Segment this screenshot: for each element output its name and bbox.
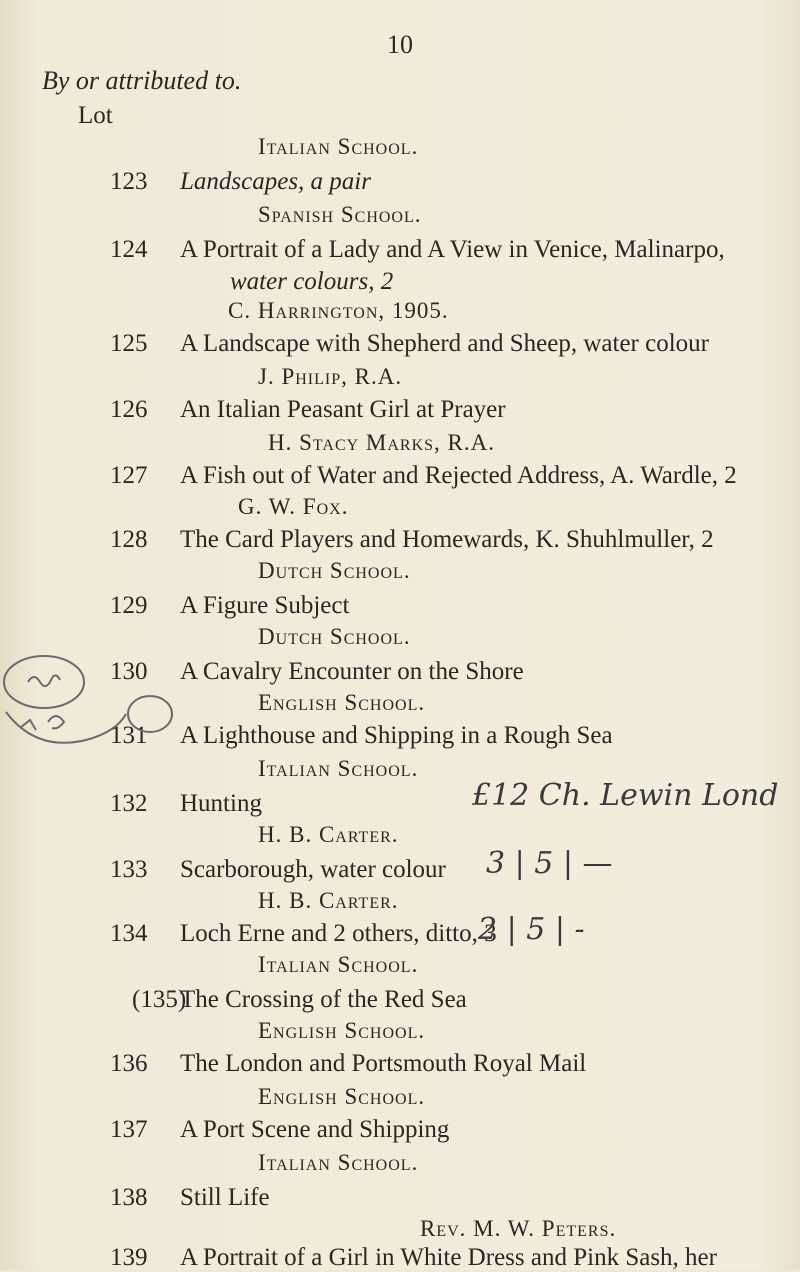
- lot-number: 133: [110, 856, 148, 883]
- lot-title: The London and Portsmouth Royal Mail: [180, 1050, 587, 1077]
- lot-title-continued: water colours, 2: [230, 268, 394, 295]
- artist-label: C. Harrington, 1905.: [228, 298, 449, 323]
- lot-number: 131: [110, 722, 148, 749]
- lot-title: A Portrait of a Girl in White Dress and Pink Sash, her: [180, 1244, 717, 1271]
- lot-title: Still Life: [180, 1184, 270, 1211]
- handwritten-price: 3 | 5 | —: [486, 846, 613, 881]
- lot-title: A Cavalry Encounter on the Shore: [180, 658, 524, 685]
- lot-title: A Figure Subject: [180, 592, 350, 619]
- lot-number: 138: [110, 1184, 148, 1211]
- lot-title: A Port Scene and Shipping: [180, 1116, 450, 1143]
- lot-title: A Lighthouse and Shipping in a Rough Sea: [180, 722, 613, 749]
- school-label: Italian School.: [258, 756, 419, 781]
- lot-number: 125: [110, 330, 148, 357]
- lot-number: 136: [110, 1050, 148, 1077]
- lot-title: A Portrait of a Lady and A View in Venice, Malinarpo,: [180, 236, 725, 263]
- lot-title: Landscapes, a pair: [180, 168, 371, 195]
- school-label: English School.: [258, 1018, 426, 1043]
- pencil-circle-annotation: [0, 650, 180, 760]
- artist-label: H. B. Carter.: [258, 888, 399, 913]
- artist-label: J. Philip, R.A.: [258, 364, 403, 389]
- school-label: English School.: [258, 690, 426, 715]
- lot-number: 127: [110, 462, 148, 489]
- handwritten-price: 2 | 5 | -: [478, 912, 585, 947]
- school-label: Spanish School.: [258, 202, 422, 227]
- attribution-heading: By or attributed to.: [42, 66, 242, 95]
- lot-number: 123: [110, 168, 148, 195]
- lot-number: 126: [110, 396, 148, 423]
- handwritten-annotation: £12 Ch. Lewin Lond: [472, 778, 779, 813]
- lot-number: (135): [132, 986, 187, 1013]
- lot-number: 129: [110, 592, 148, 619]
- lot-title: Loch Erne and 2 others, ditto, 3: [180, 920, 497, 947]
- lot-number: 134: [110, 920, 148, 947]
- school-label: Italian School.: [258, 952, 419, 977]
- lot-number: 132: [110, 790, 148, 817]
- school-label: Dutch School.: [258, 558, 411, 583]
- lot-number: 124: [110, 236, 148, 263]
- lot-title: An Italian Peasant Girl at Prayer: [180, 396, 506, 423]
- lot-number: 130: [110, 658, 148, 685]
- lot-title: A Fish out of Water and Rejected Address, A. Wardle, 2: [180, 462, 737, 489]
- school-label: Italian School.: [258, 1150, 419, 1175]
- lot-number: 139: [110, 1244, 148, 1271]
- lot-title: Scarborough, water colour: [180, 856, 446, 883]
- artist-label: H. Stacy Marks, R.A.: [268, 430, 496, 455]
- school-label: Italian School.: [258, 134, 419, 159]
- lot-number: 128: [110, 526, 148, 553]
- lot-title: The Crossing of the Red Sea: [180, 986, 467, 1013]
- lot-title: Hunting: [180, 790, 262, 817]
- lot-column-header: Lot: [78, 102, 113, 129]
- artist-label: G. W. Fox.: [238, 494, 349, 519]
- lot-title: A Landscape with Shepherd and Sheep, water colour: [180, 330, 710, 357]
- school-label: English School.: [258, 1084, 426, 1109]
- page-number: 10: [387, 30, 413, 59]
- lot-number: 137: [110, 1116, 148, 1143]
- artist-label: H. B. Carter.: [258, 822, 399, 847]
- lot-title: The Card Players and Homewards, K. Shuhlmuller, 2: [180, 526, 714, 553]
- school-label: Dutch School.: [258, 624, 411, 649]
- artist-label: Rev. M. W. Peters.: [420, 1216, 617, 1241]
